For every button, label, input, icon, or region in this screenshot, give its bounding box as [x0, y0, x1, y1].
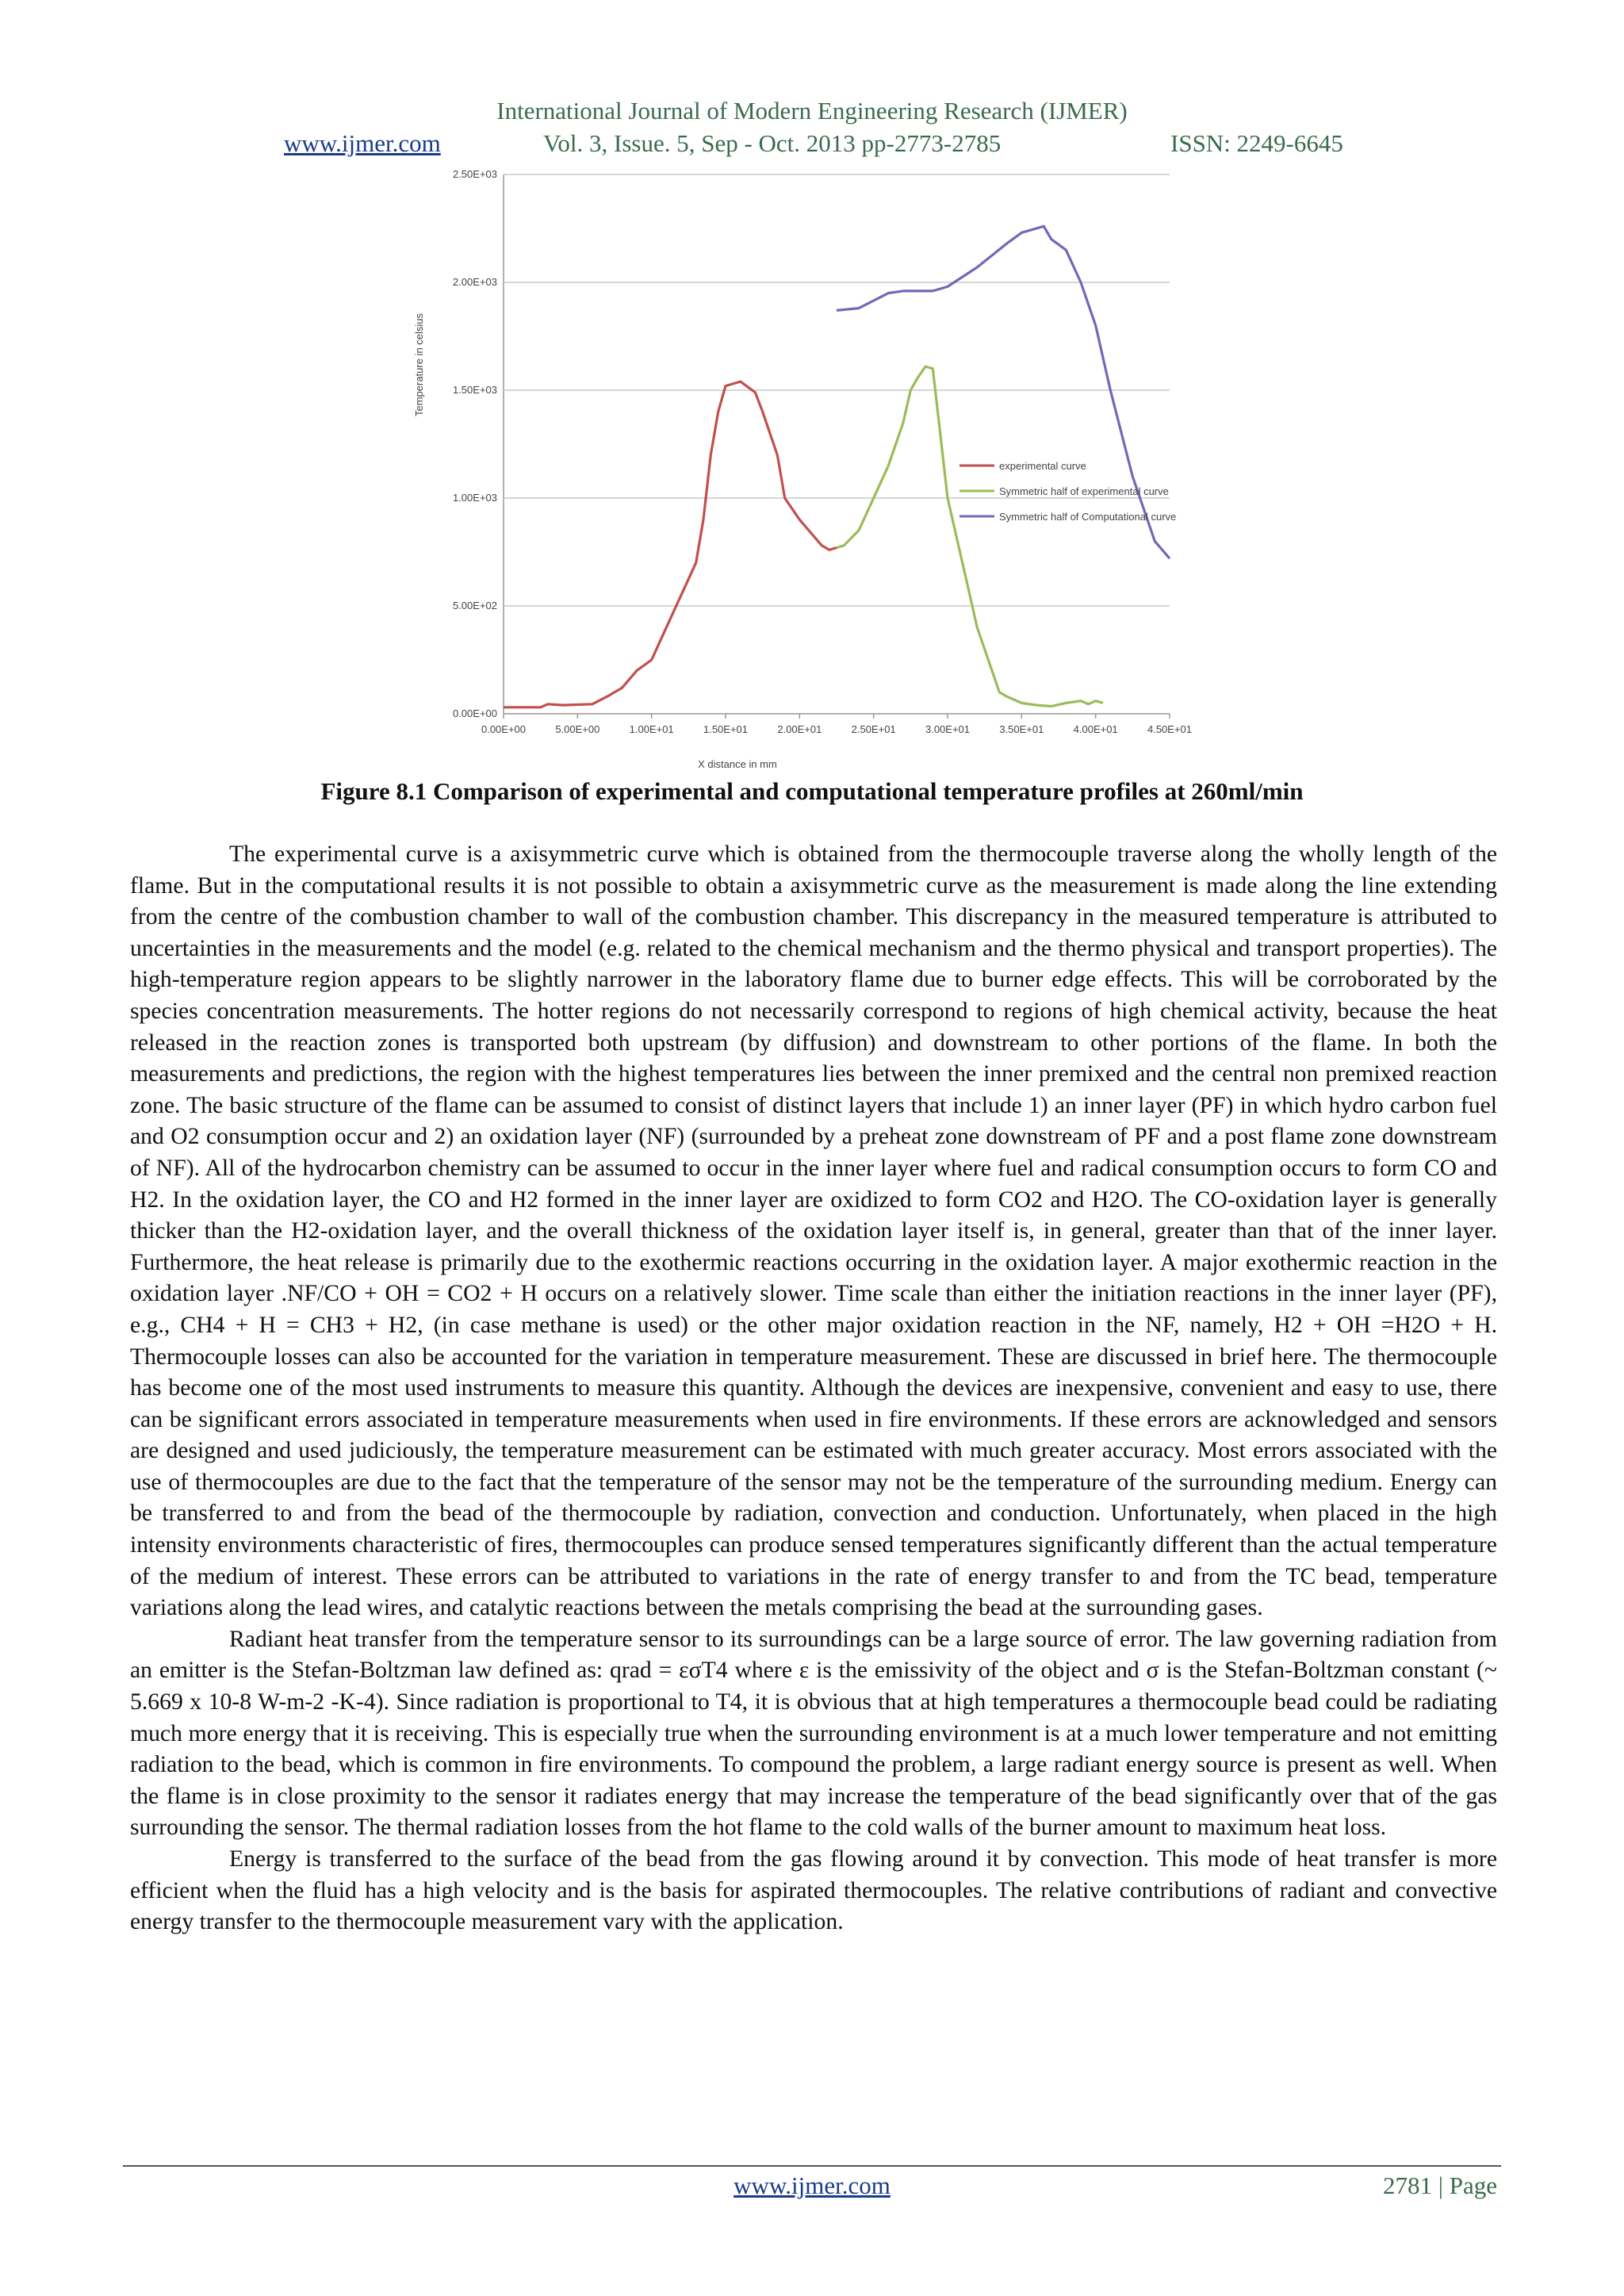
series-line [504, 381, 837, 707]
x-tick-label: 4.00E+01 [1073, 723, 1118, 735]
y-tick-label: 0.00E+00 [452, 707, 497, 719]
journal-title: International Journal of Modern Engineering Research (IJMER) [496, 97, 1128, 125]
y-tick-label: 2.50E+03 [452, 168, 497, 180]
footer-divider [123, 2165, 1501, 2167]
legend-label: Symmetric half of experimental curve [999, 485, 1169, 497]
y-axis-label: Temperature in celsius [413, 312, 425, 417]
header-volume: Vol. 3, Issue. 5, Sep - Oct. 2013 pp-2773-2785 [543, 129, 1002, 157]
x-tick-label: 0.00E+00 [481, 723, 527, 735]
legend-label: Symmetric half of Computational curve [999, 511, 1177, 523]
header-info-line [0, 129, 1624, 161]
y-tick-label: 2.00E+03 [452, 276, 497, 288]
page-number: 2781 | Page [1383, 2171, 1497, 2199]
footer-url-link[interactable]: www.ijmer.com [733, 2171, 891, 2199]
series-line [837, 366, 1103, 706]
paragraph-3: Energy is transferred to the surface of the bead from the gas flowing around it by convection. This mode of heat transfer is more efficient when the fluid has a high velocity and is the basis for aspirated thermocouples. The relative contributions of radiant and convective energy transfer to the thermocouple measurement vary with the application. [130, 1846, 1497, 1935]
x-tick-label: 3.00E+01 [925, 723, 971, 735]
x-tick-label: 2.50E+01 [851, 723, 896, 735]
series-line [837, 226, 1170, 558]
paragraph-2: Radiant heat transfer from the temperature sensor to its surroundings can be a large source of error. The law governing radiation from an emitter is the Stefan-Boltzman law defined as: qrad = εσT4 where ε is the emissivity of the object and σ is the Stefan-Boltzman constant (~ 5.669 x 10-8 W-m-2 -K-4). Since radiation is proportional to T4, it is obvious that at high temperatures a thermocouple bead could be radiating much more energy that it is receiving. This is especially true when the surrounding environment is at a much lower temperature and not emitting radiation to the bead, which is common in fire environments. To compound the problem, a large radiant energy source is present as well. When the flame is in close proximity to the sensor it radiates energy that may increase the temperature of the bead significantly over that of the gas surrounding the sensor. The thermal radiation losses from the hot flame to the cold walls of the burner amount to maximum heat loss. [130, 1626, 1497, 1841]
x-tick-label: 2.00E+01 [777, 723, 822, 735]
y-tick-label: 1.00E+03 [452, 492, 497, 504]
article-body [130, 839, 1497, 1938]
figure-caption: Figure 8.1 Comparison of experimental and computational temperature profiles at 260ml/min [320, 777, 1304, 805]
x-tick-label: 5.00E+00 [555, 723, 600, 735]
x-tick-label: 1.50E+01 [703, 723, 749, 735]
x-tick-label: 4.50E+01 [1147, 723, 1193, 735]
header-url-link[interactable]: www.ijmer.com [284, 129, 441, 157]
y-tick-label: 1.50E+03 [452, 384, 497, 396]
x-tick-label: 3.50E+01 [999, 723, 1044, 735]
y-tick-label: 5.00E+02 [452, 600, 497, 611]
paragraph-1: The experimental curve is a axisymmetric curve which is obtained from the thermocouple traverse along the wholly length of the flame. But in the computational results it is not possible to obtain a axisymmetric curve as the measurement is made along the line extending from the centre of the combustion chamber to wall of the combustion chamber. This discrepancy in the measured temperature is attributed to uncertainties in the measurements and the model (e.g. related to the chemical mechanism and the thermo physical and transport properties). The high-temperature region appears to be slightly narrower in the laboratory flame due to burner edge effects. This will be corroborated by the species concentration measurements. The hotter regions do not necessarily correspond to regions of high chemical activity, because the heat released in the reaction zones is transported both upstream (by diffusion) and downstream to other portions of the flame. In both the measurements and predictions, the region with the highest temperatures lies between the inner premixed and the central non premixed reaction zone. The basic structure of the flame can be assumed to consist of distinct layers that include 1) an inner layer (PF) in which hydro carbon fuel and O2 consumption occur and 2) an oxidation layer (NF) (surrounded by a preheat zone downstream of PF and a post flame zone downstream of NF). All of the hydrocarbon chemistry can be assumed to occur in the inner layer where fuel and radical consumption occurs to form CO and H2. In the oxidation layer, the CO and H2 formed in the inner layer are oxidized to form CO2 and H2O. The CO-oxidation layer is generally thicker than the H2-oxidation layer, and the overall thickness of the oxidation layer itself is, in general, greater than that of the inner layer. Furthermore, the heat release is primarily due to the exothermic reactions occurring in the oxidation layer. A major exothermic reaction in the oxidation layer .NF/CO + OH = CO2 + H occurs on a relatively slower. Time scale than either the initiation reactions in the inner layer (PF), e.g., CH4 + H = CH3 + H2, (in case methane is used) or the other major oxidation reaction in the NF, namely, H2 + OH =H2O + H. Thermocouple losses can also be accounted for the variation in temperature measurement. These are discussed in brief here. The thermocouple has become one of the most used instruments to measure this quantity. Although the devices are inexpensive, convenient and easy to use, there can be significant errors associated in temperature measurements when used in fire environments. If these errors are acknowledged and sensors are designed and used judiciously, the temperature measurement can be estimated with much greater accuracy. Most errors associated with the use of thermocouples are due to the fact that the temperature of the sensor may not be the temperature of the surrounding medium. Energy can be transferred to and from the bead of the thermocouple by radiation, convection and conduction. Unfortunately, when placed in the high intensity environments characteristic of fires, thermocouples can produce sensed temperatures significantly different than the actual temperature of the medium of interest. These errors can be attributed to variations in the rate of energy transfer to and from the TC bead, temperature variations along the lead wires, and catalytic reactions between the metals comprising the bead at the surrounding gases. [130, 841, 1497, 1621]
x-tick-label: 1.00E+01 [629, 723, 674, 735]
temperature-profile-chart [404, 163, 1253, 777]
x-axis-label: X distance in mm [698, 758, 777, 770]
legend-label: experimental curve [999, 460, 1086, 472]
header-issn: ISSN: 2249-6645 [1170, 129, 1343, 157]
